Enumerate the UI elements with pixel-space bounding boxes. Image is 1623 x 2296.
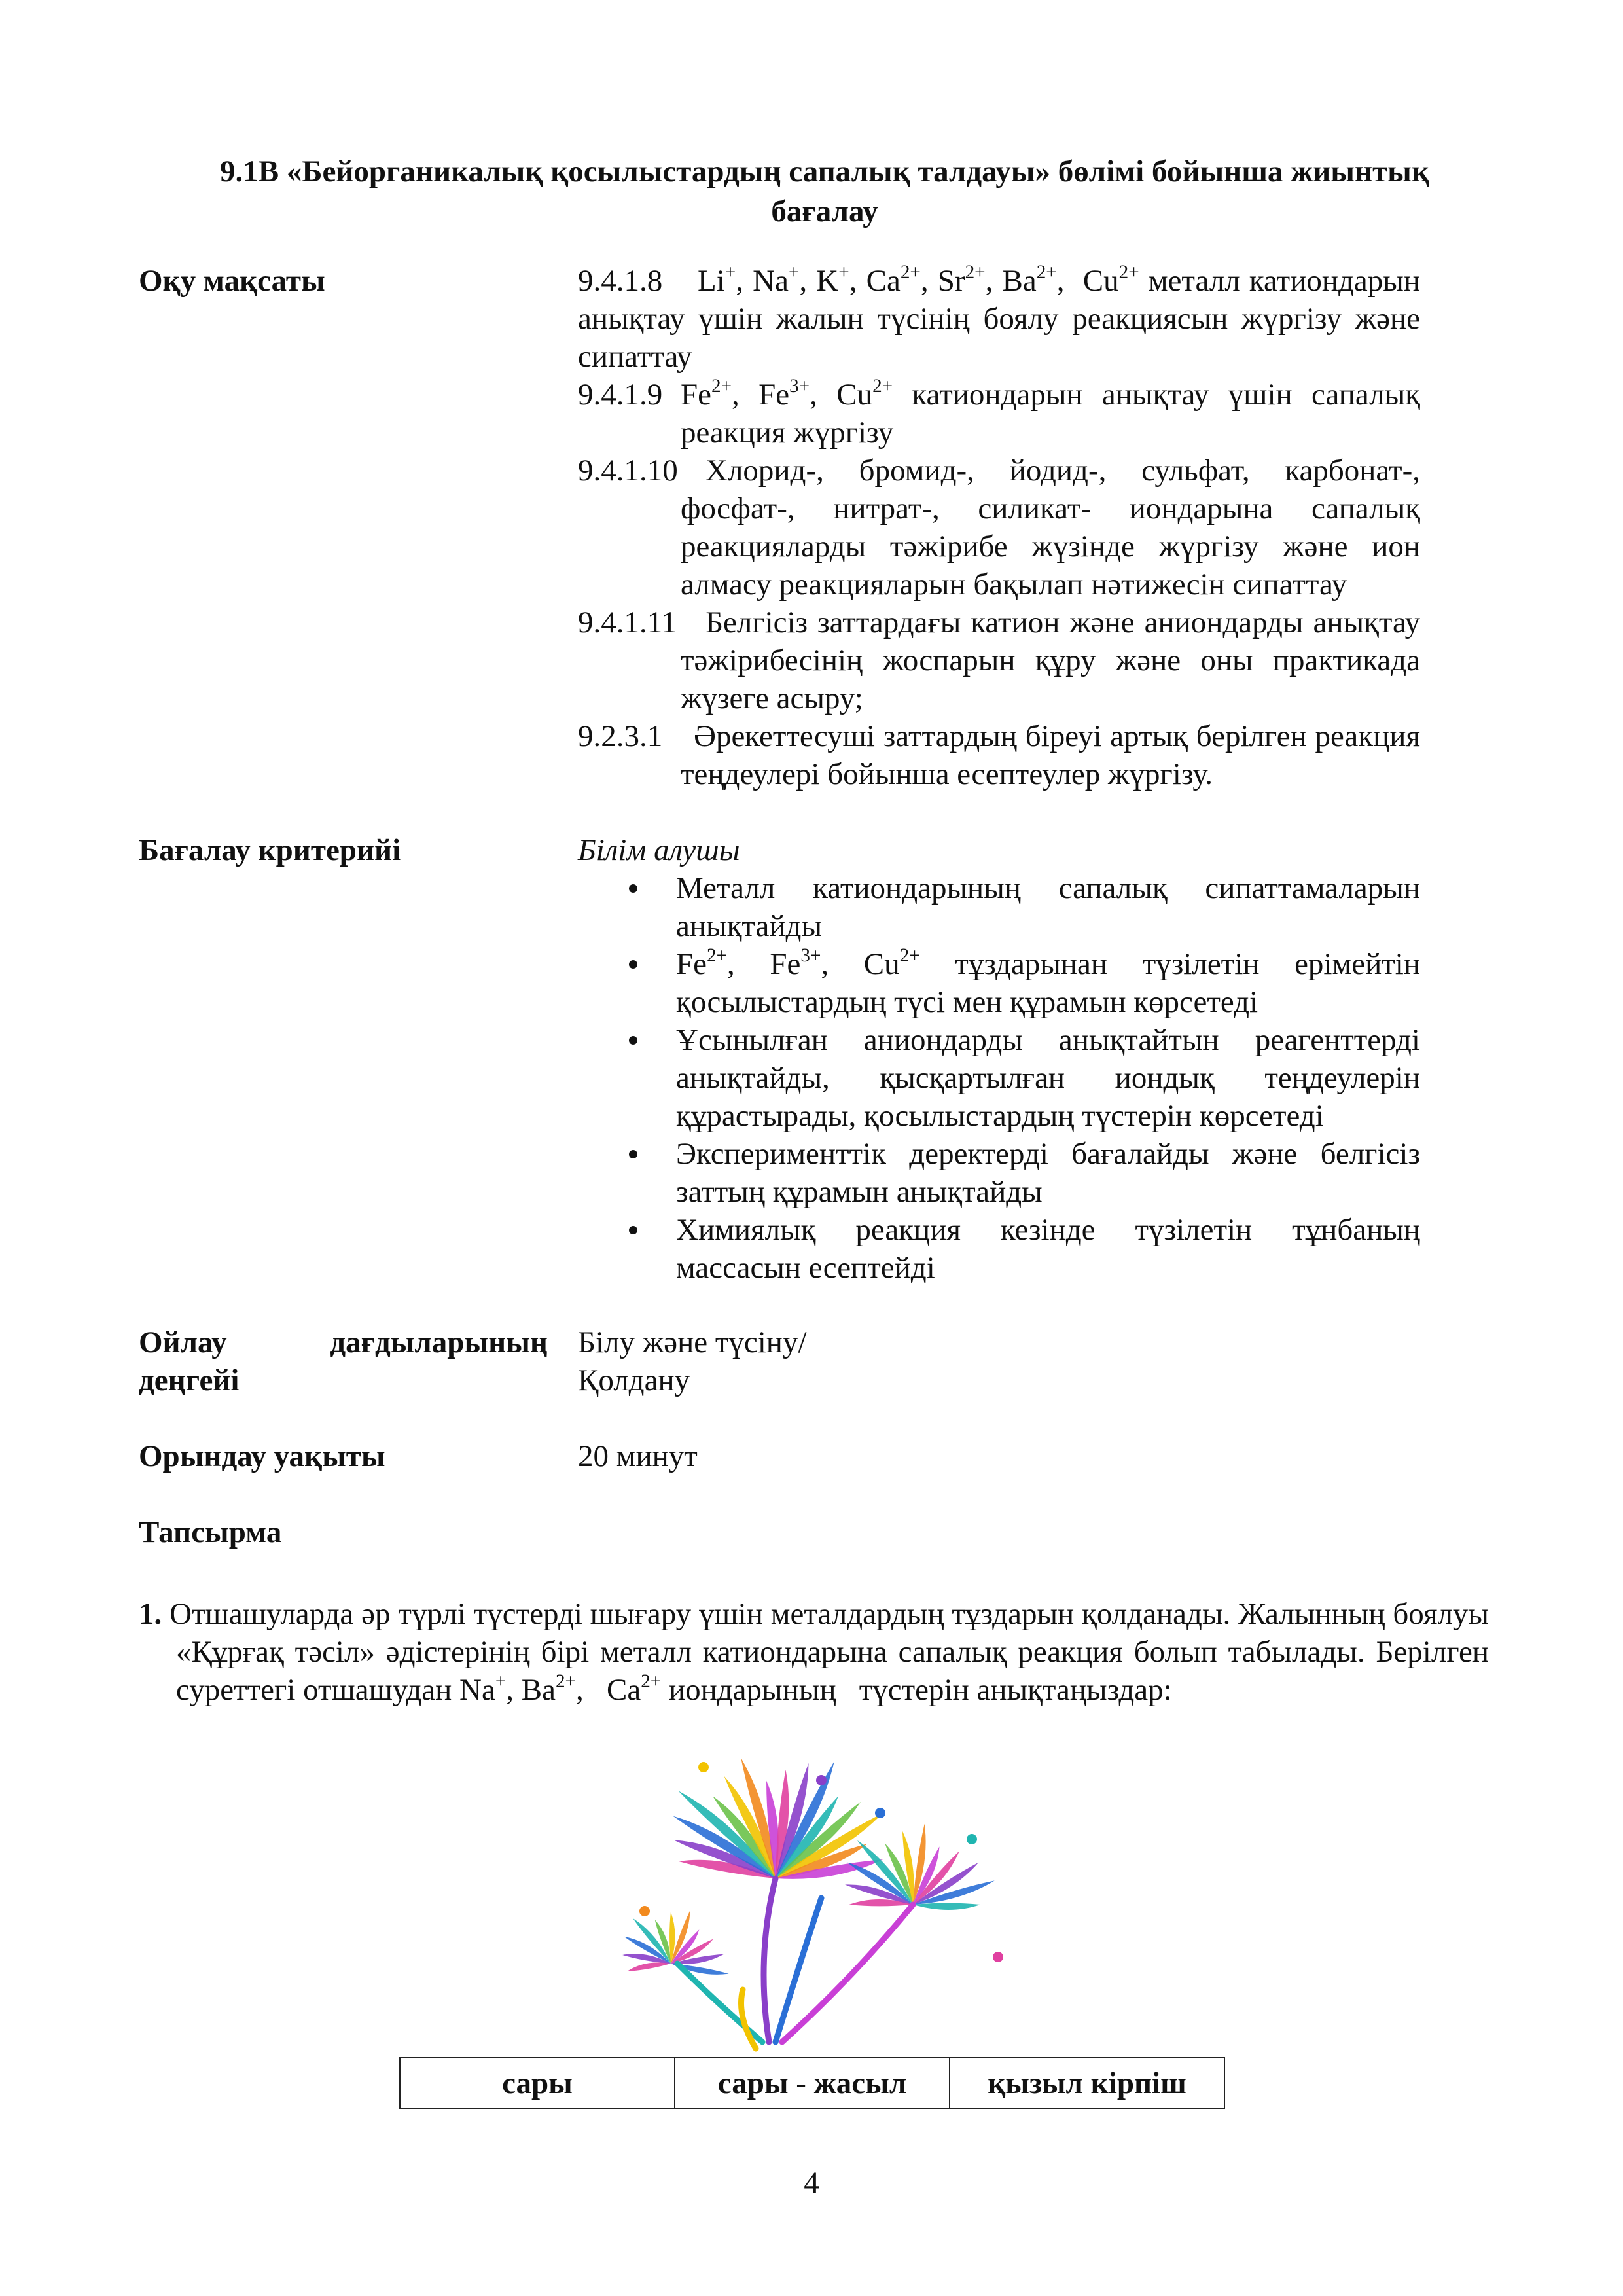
- thinking-level-value: [578, 1323, 1420, 1399]
- sparkle-dot: [698, 1762, 709, 1772]
- criteria-intro: Білім алушы: [578, 833, 740, 867]
- fireworks-illustration: [605, 1741, 1024, 2055]
- objective-code: 9.2.3.1: [578, 719, 663, 753]
- table-row: [400, 2058, 1224, 2109]
- task-text: Отшашуларда әр түрлі түстерді шығару үшін металдардың тұздарын қолданады. Жалынның боялуы «Құрғақ тәсіл» әдістерінің бірі металл катиондарына сапалық реакция болып табылады. Берілген суреттегі отшашудан Na+, $Ba^{2+}$, $Ca^{2+}$ иондарының түстерін анықтаңыздар:: [169, 1597, 1489, 1707]
- firework-trail: [782, 1905, 913, 2042]
- task-1: [139, 1595, 1489, 1709]
- thinking-level-word-1: Ойлау: [139, 1325, 227, 1359]
- thinking-level-word-2: дағдыларының: [330, 1325, 548, 1359]
- duration-value: 20 минут: [578, 1439, 698, 1473]
- page-title: [157, 152, 1492, 232]
- criteria-item: $Fe^{2+}$, $Fe^{3+}$, $Cu^{2+}$ тұздарынан түзілетін ерімейтін қосылыстардың түсі мен құрамын көрсетеді: [578, 945, 1420, 1021]
- title-line-1: 9.1В «Бейорганикалық қосылыстардың сапалық талдауы» бөлімі бойынша жиынтық: [220, 154, 1429, 188]
- duration-label: Орындау уақыты: [139, 1439, 385, 1473]
- objective-text: Әрекеттесуші заттардың біреуі артық берілген реакция теңдеулері бойынша есептеулер жүргізу.: [681, 719, 1420, 791]
- answer-cell: сары - жасыл: [675, 2058, 950, 2109]
- task-number: 1.: [139, 1597, 162, 1631]
- answer-cell: қызыл кірпіш: [950, 2058, 1224, 2109]
- objective-text: Li+, Na+, K+, $Ca^{2+}$, $Sr^{2+}$, $Ba^{2+}$, $Cu^{2+}$ металл катиондарын анықтау үшін жалын түсінің боялу реакциясын жүргізу және сипаттау: [578, 262, 1421, 374]
- sparkle-dot: [875, 1808, 885, 1818]
- objective-text: $Fe^{2+}$, $Fe^{3+}$, $Cu^{2+}$ катиондарын анықтау үшін сапалық реакция жүргізу: [681, 376, 1421, 450]
- firework-trail: [764, 1878, 776, 2042]
- answer-cell: сары: [400, 2058, 675, 2109]
- thinking-level-word-3: деңгейі: [139, 1363, 240, 1397]
- firework-petal: [913, 1903, 980, 1910]
- criteria-item: Эксперименттік деректерді бағалайды және белгісіз заттың құрамын анықтайды: [578, 1135, 1420, 1211]
- firework-burst-large: [673, 1758, 883, 1879]
- page-number: 4: [804, 2166, 819, 2200]
- objective-item: [578, 603, 1420, 717]
- objective-text: Хлорид-, бромид-, йодид-, сульфат, карбонат-, фосфат-, нитрат-, силикат- иондарына сапалық реакцияларды тәжірибе жүзінде жүргізу және ион алмасу реакцияларын бақылап нәтижесін сипаттау: [681, 454, 1420, 601]
- criteria-block: [578, 831, 1420, 1287]
- criteria-item: Химиялық реакция кезінде түзілетін тұнбаның массасын есептейді: [578, 1211, 1420, 1287]
- criteria-item: Ұсынылған аниондарды анықтайтын реагенттерді анықтайды, қысқартылған иондық теңдеулерін құрастырады, қосылыстардың түстерін көрсетеді: [578, 1021, 1420, 1135]
- criteria-list: [578, 869, 1420, 1287]
- objective-code: 9.4.1.8: [578, 264, 663, 298]
- title-line-2: бағалау: [771, 194, 878, 228]
- objective-code: 9.4.1.11: [578, 605, 677, 639]
- objective-item: [578, 717, 1420, 793]
- objective-item: [578, 376, 1420, 452]
- thinking-level-value-2: Қолдану: [578, 1363, 690, 1397]
- sparkle-dot: [993, 1952, 1003, 1962]
- firework-petal: [628, 1962, 671, 1971]
- objectives-label: Оқу мақсаты: [139, 264, 325, 298]
- sparkle-dot: [816, 1775, 827, 1785]
- objectives-list: [578, 262, 1420, 793]
- answer-table: [399, 2057, 1225, 2109]
- criteria-item: Металл катиондарының сапалық сипаттамаларын анықтайды: [578, 869, 1420, 945]
- sparkle-dot: [967, 1834, 977, 1844]
- criteria-label: Бағалау критерийі: [139, 833, 401, 867]
- sparkle-dot: [639, 1906, 650, 1916]
- objective-item: [578, 262, 1420, 376]
- thinking-level-label: [139, 1323, 548, 1399]
- objective-code: 9.4.1.9: [578, 378, 663, 412]
- firework-trail: [741, 1990, 757, 2049]
- objective-item: [578, 452, 1420, 603]
- objective-text: Белгісіз заттардағы катион және аниондарды анықтау тәжірибесінің жоспарын құру және оны практикада жүзеге асыру;: [681, 605, 1420, 715]
- task-heading: Тапсырма: [139, 1515, 282, 1549]
- firework-trail: [776, 1898, 821, 2042]
- thinking-level-value-1: Білу және түсіну/: [578, 1325, 807, 1359]
- objective-code: 9.4.1.10: [578, 454, 678, 488]
